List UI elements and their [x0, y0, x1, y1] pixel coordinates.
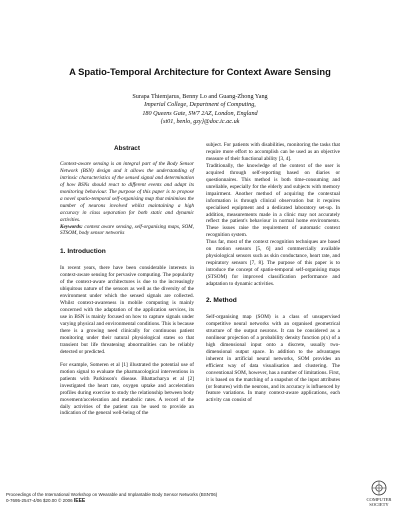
footer-proceedings: Proceedings of the International Workshop on Wearable and Implantable Body Sensor Networks (BSN'06): [6, 492, 218, 497]
keywords: [60, 224, 194, 238]
right-column: [206, 142, 340, 404]
intro-paragraph-3: Traditionally, the knowledge of the context of the user is acquired through self-reporting based on diaries or questionnaires. This method is both time-consuming and unreliable, especially for the elderly and subjects with memory impairment. Another method of acquiring the contextual information is through clinical observation but it requires specialised equipment and a dedicated laboratory set-up. In addition, measurements made in a clinic may not accurately reflect the patient's behaviour in normal home environments. These issues raise the requirement of automatic context recognition system.: [206, 162, 340, 239]
intro-continuation: subject. For patients with disabilities, monitoring the tasks that require more effort to accomplish can be used as an objective measure of their functional ability [3, 4].: [206, 142, 340, 162]
logo-text-society: SOCIETY: [369, 502, 389, 507]
author-names: Surapa Thiemjarus, Benny Lo and Guang-Zhong Yang: [132, 93, 268, 100]
footer-ieee: IEEE: [73, 498, 86, 504]
logo-text-computer: COMPUTER: [366, 497, 392, 502]
paper-title: A Spatio-Temporal Architecture for Context Aware Sensing: [69, 66, 331, 77]
intro-paragraph-2: For example, Someren et al [1] illustrated the potential use of motion signal to evaluate the pharmacological interventions in patients with Parkinson's disease. Bhattacharya et al [2] investigated the heart rate, oxygen uptake and acceleration profiles during exercise to study the relationship between body movement/acceleration and metabolic rates. A record of the daily activities of the patient can be used to provide an indication of the general well-being of the: [60, 361, 194, 417]
footer-isbn-line: [6, 498, 217, 504]
computer-society-emblem-icon: [371, 480, 387, 496]
intro-paragraph-1: In recent years, there have been considerable interests in context-aware sensing for pervasive computing. The popularity of the context-aware architectures is due to the increasingly ubiquitous nature of the sensors as well as the diversity of the environment under which the sensed signals are collected. Whilst context-awareness in mobile computing is mainly concerned with the adaptation of the application services, its use in BSN is mainly focused on how to capture signals under varying physical and environmental conditions. This is because there is a growing need clinically for continuous patient monitoring under their natural physiological states so that transient but life threatening abnormalities can be reliably detected or predicted.: [60, 265, 194, 355]
page-footer: [6, 492, 217, 504]
footer-isbn: 0-7695-2547-4/06 $20.00 © 2006: [6, 498, 74, 503]
author-email: {st01, benlo, gzy}@doc.ic.ac.uk: [160, 118, 240, 126]
author-block: [0, 93, 400, 127]
left-column: [60, 146, 194, 417]
section-heading-introduction: 1. Introduction: [60, 248, 106, 256]
abstract-heading: Abstract: [114, 145, 140, 152]
keywords-text: context aware sensing, self-organising maps, SOM, STSOM, body sensor networks: [60, 223, 194, 237]
section-heading-method: 2. Method: [206, 297, 237, 305]
keywords-label: Keywords:: [60, 223, 83, 230]
author-affiliation: Imperial College, Department of Computing,: [144, 101, 256, 109]
method-paragraph-1: Self-organising map (SOM) is a class of unsupervised competitive neural networks with an organised geometrical structure of the output neurons. It can be considered as a nonlinear projection of a probability density function p(x) of a high dimensional input onto a discrete, usually two-dimensional output space. In addition to the advantages inherent in artificial neural networks, SOM provides an efficient way of data visualisation and clustering. The conventional SOM, however, has a number of limitations. First, it is based on the matching of a snapshot of the input attributes (or features) with the neurons, and its accuracy is influenced by feature variations. In many context-aware applications, each activity can consist of: [206, 313, 340, 404]
abstract-text: Context-aware sensing is an integral part of the Body Sensor Network (BSN) design and it allows the understanding of intrinsic characteristics of the sensed signal and determination of how BSNs should react to different events and adapt its monitoring behaviour. The purpose of this paper is to propose a novel spatio-temporal self-organising map that minimises the number of neurons involved whilst maintaining a high accuracy in class separation for both static and dynamic activities.: [60, 160, 194, 223]
computer-society-logo: [362, 480, 396, 507]
intro-paragraph-4: Thus far, most of the context recognition techniques are based on motion sensors [5, 6] and commercially available physiological sensors such as skin conductance, heart rate, and respiratory sensors [7, 8]. The purpose of this paper is to introduce the concept of spatio-temporal self-organising maps (STSOM) for improved classification performance and adaptation to dynamic activities.: [206, 239, 340, 288]
author-address: 180 Queens Gate, SW7 2AZ, London, England: [142, 109, 258, 117]
